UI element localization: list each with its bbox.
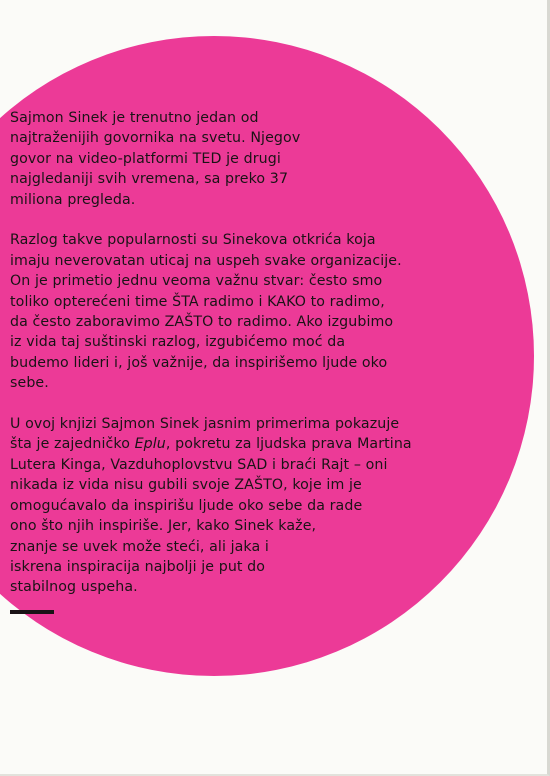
text-line: govor na video-platformi TED je drugi xyxy=(10,150,281,167)
paragraph-1 xyxy=(10,108,450,210)
text-line: Razlog takve popularnosti su Sinekova otkrića koja xyxy=(10,232,376,249)
text-line: Sajmon Sinek je trenutno jedan od xyxy=(10,110,259,126)
text-line: da često zaboravimo ZAŠTO to radimo. Ako izgubimo xyxy=(10,314,394,331)
decorative-rule xyxy=(10,610,54,614)
text-line: toliko opterećeni time ŠTA radimo i KAKO to radimo, xyxy=(10,293,385,310)
book-title-italic: Eplu xyxy=(134,436,166,453)
text-line: budemo lideri i, još važnije, da inspirišemo ljude oko xyxy=(10,354,388,371)
text-line: sebe. xyxy=(10,375,49,392)
text-line xyxy=(10,434,450,454)
text-line: iskrena inspiracija najbolji je put do xyxy=(10,558,266,575)
text-segment: šta je zajedničko xyxy=(10,436,135,453)
text-line: imaju neverovatan uticaj na uspeh svake organizacije. xyxy=(10,252,402,269)
text-line: Lutera Kinga, Vazduhoplovstvu SAD i braći Rajt – oni xyxy=(10,456,388,473)
back-cover-text xyxy=(10,108,450,618)
text-line: nikada iz vida nisu gubili svoje ZAŠTO, koje im je xyxy=(10,477,362,494)
text-line: stabilnog uspeha. xyxy=(10,579,138,596)
text-line: U ovoj knjizi Sajmon Sinek jasnim primerima pokazuje xyxy=(10,416,400,433)
text-line: iz vida taj suštinski razlog, izgubićemo moć da xyxy=(10,334,346,351)
paragraph-3 xyxy=(10,414,450,598)
text-line: znanje se uvek može steći, ali jaka i xyxy=(10,538,269,555)
text-line: najgledaniji svih vremena, sa preko 37 xyxy=(10,171,289,188)
text-line: najtraženijih govornika na svetu. Njegov xyxy=(10,130,301,147)
text-line: omogućavalo da inspirišu ljude oko sebe da rade xyxy=(10,497,363,514)
text-line: On je primetio jednu veoma važnu stvar: često smo xyxy=(10,273,383,290)
paragraph-2 xyxy=(10,230,450,393)
text-line: miliona pregleda. xyxy=(10,191,136,208)
text-segment: , pokretu za ljudska prava Martina xyxy=(165,436,412,453)
text-line: ono što njih inspiriše. Jer, kako Sinek kaže, xyxy=(10,518,317,535)
